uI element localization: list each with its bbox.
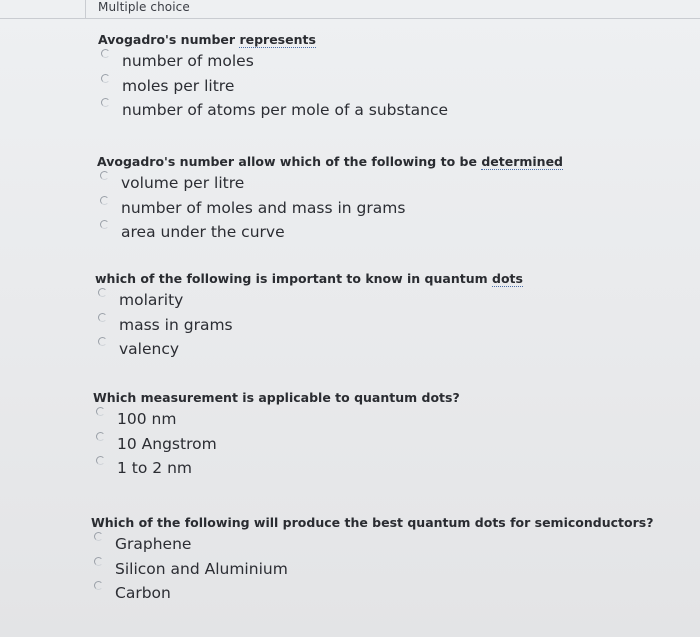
radio-button[interactable] [100,220,109,229]
option-label[interactable]: Silicon and Aluminium [115,559,288,578]
radio-button[interactable] [94,581,103,590]
question-2-options [97,171,563,245]
question-4-option-1[interactable] [93,407,460,432]
radio-button[interactable] [98,337,107,346]
radio-button[interactable] [100,196,109,205]
header-left-divider [85,0,86,19]
option-label[interactable]: valency [119,340,180,359]
question-1-option-3[interactable] [98,98,448,123]
option-label[interactable]: number of moles [122,52,254,71]
section-label: Multiple choice [98,0,190,14]
question-4-option-3[interactable] [93,456,460,481]
question-3-option-2[interactable] [95,313,523,338]
radio-button[interactable] [94,532,103,541]
question-1-options [98,49,448,123]
option-label[interactable]: molarity [119,291,184,310]
question-5-options [91,532,653,606]
question-2-option-2[interactable] [97,196,563,221]
question-1-option-1[interactable] [98,49,448,74]
radio-button[interactable] [94,557,103,566]
header-divider [0,18,700,19]
radio-button[interactable] [101,98,110,107]
question-3-option-1[interactable] [95,288,523,313]
radio-button[interactable] [96,432,105,441]
question-5-option-2[interactable] [91,557,653,582]
question-4 [93,390,460,481]
option-label[interactable]: number of moles and mass in grams [121,198,406,217]
radio-button[interactable] [101,74,110,83]
question-2-option-1[interactable] [97,171,563,196]
question-4-option-2[interactable] [93,432,460,457]
option-label[interactable]: mass in grams [119,315,233,334]
question-4-options [93,407,460,481]
option-label[interactable]: area under the curve [121,223,285,242]
radio-button[interactable] [100,171,109,180]
option-label[interactable]: volume per litre [121,174,245,193]
question-1 [98,32,448,123]
question-1-text: Avogadro's number represents [98,32,316,47]
question-2-option-3[interactable] [97,220,563,245]
question-1-option-2[interactable] [98,74,448,99]
option-label[interactable]: moles per litre [122,76,235,95]
question-5-text: Which of the following will produce the best quantum dots for semiconductors? [91,515,654,530]
question-4-text: Which measurement is applicable to quantum dots? [93,390,460,405]
option-label[interactable]: number of atoms per mole of a substance [122,101,449,120]
question-5-option-3[interactable] [91,581,653,606]
option-label[interactable]: 10 Angstrom [117,434,217,453]
option-label[interactable]: 100 nm [117,410,177,429]
option-label[interactable]: 1 to 2 nm [117,459,192,478]
option-label[interactable]: Graphene [115,535,192,554]
radio-button[interactable] [96,456,105,465]
question-3 [95,271,523,362]
radio-button[interactable] [96,407,105,416]
question-5-option-1[interactable] [91,532,653,557]
radio-button[interactable] [101,49,110,58]
radio-button[interactable] [98,288,107,297]
question-3-text: which of the following is important to know in quantum dots [95,271,523,286]
question-5 [91,515,653,606]
question-2-text: Avogadro's number allow which of the following to be determined [97,154,563,169]
radio-button[interactable] [98,313,107,322]
question-3-option-3[interactable] [95,337,523,362]
question-3-options [95,288,523,362]
option-label[interactable]: Carbon [115,584,171,603]
question-2 [97,154,563,245]
